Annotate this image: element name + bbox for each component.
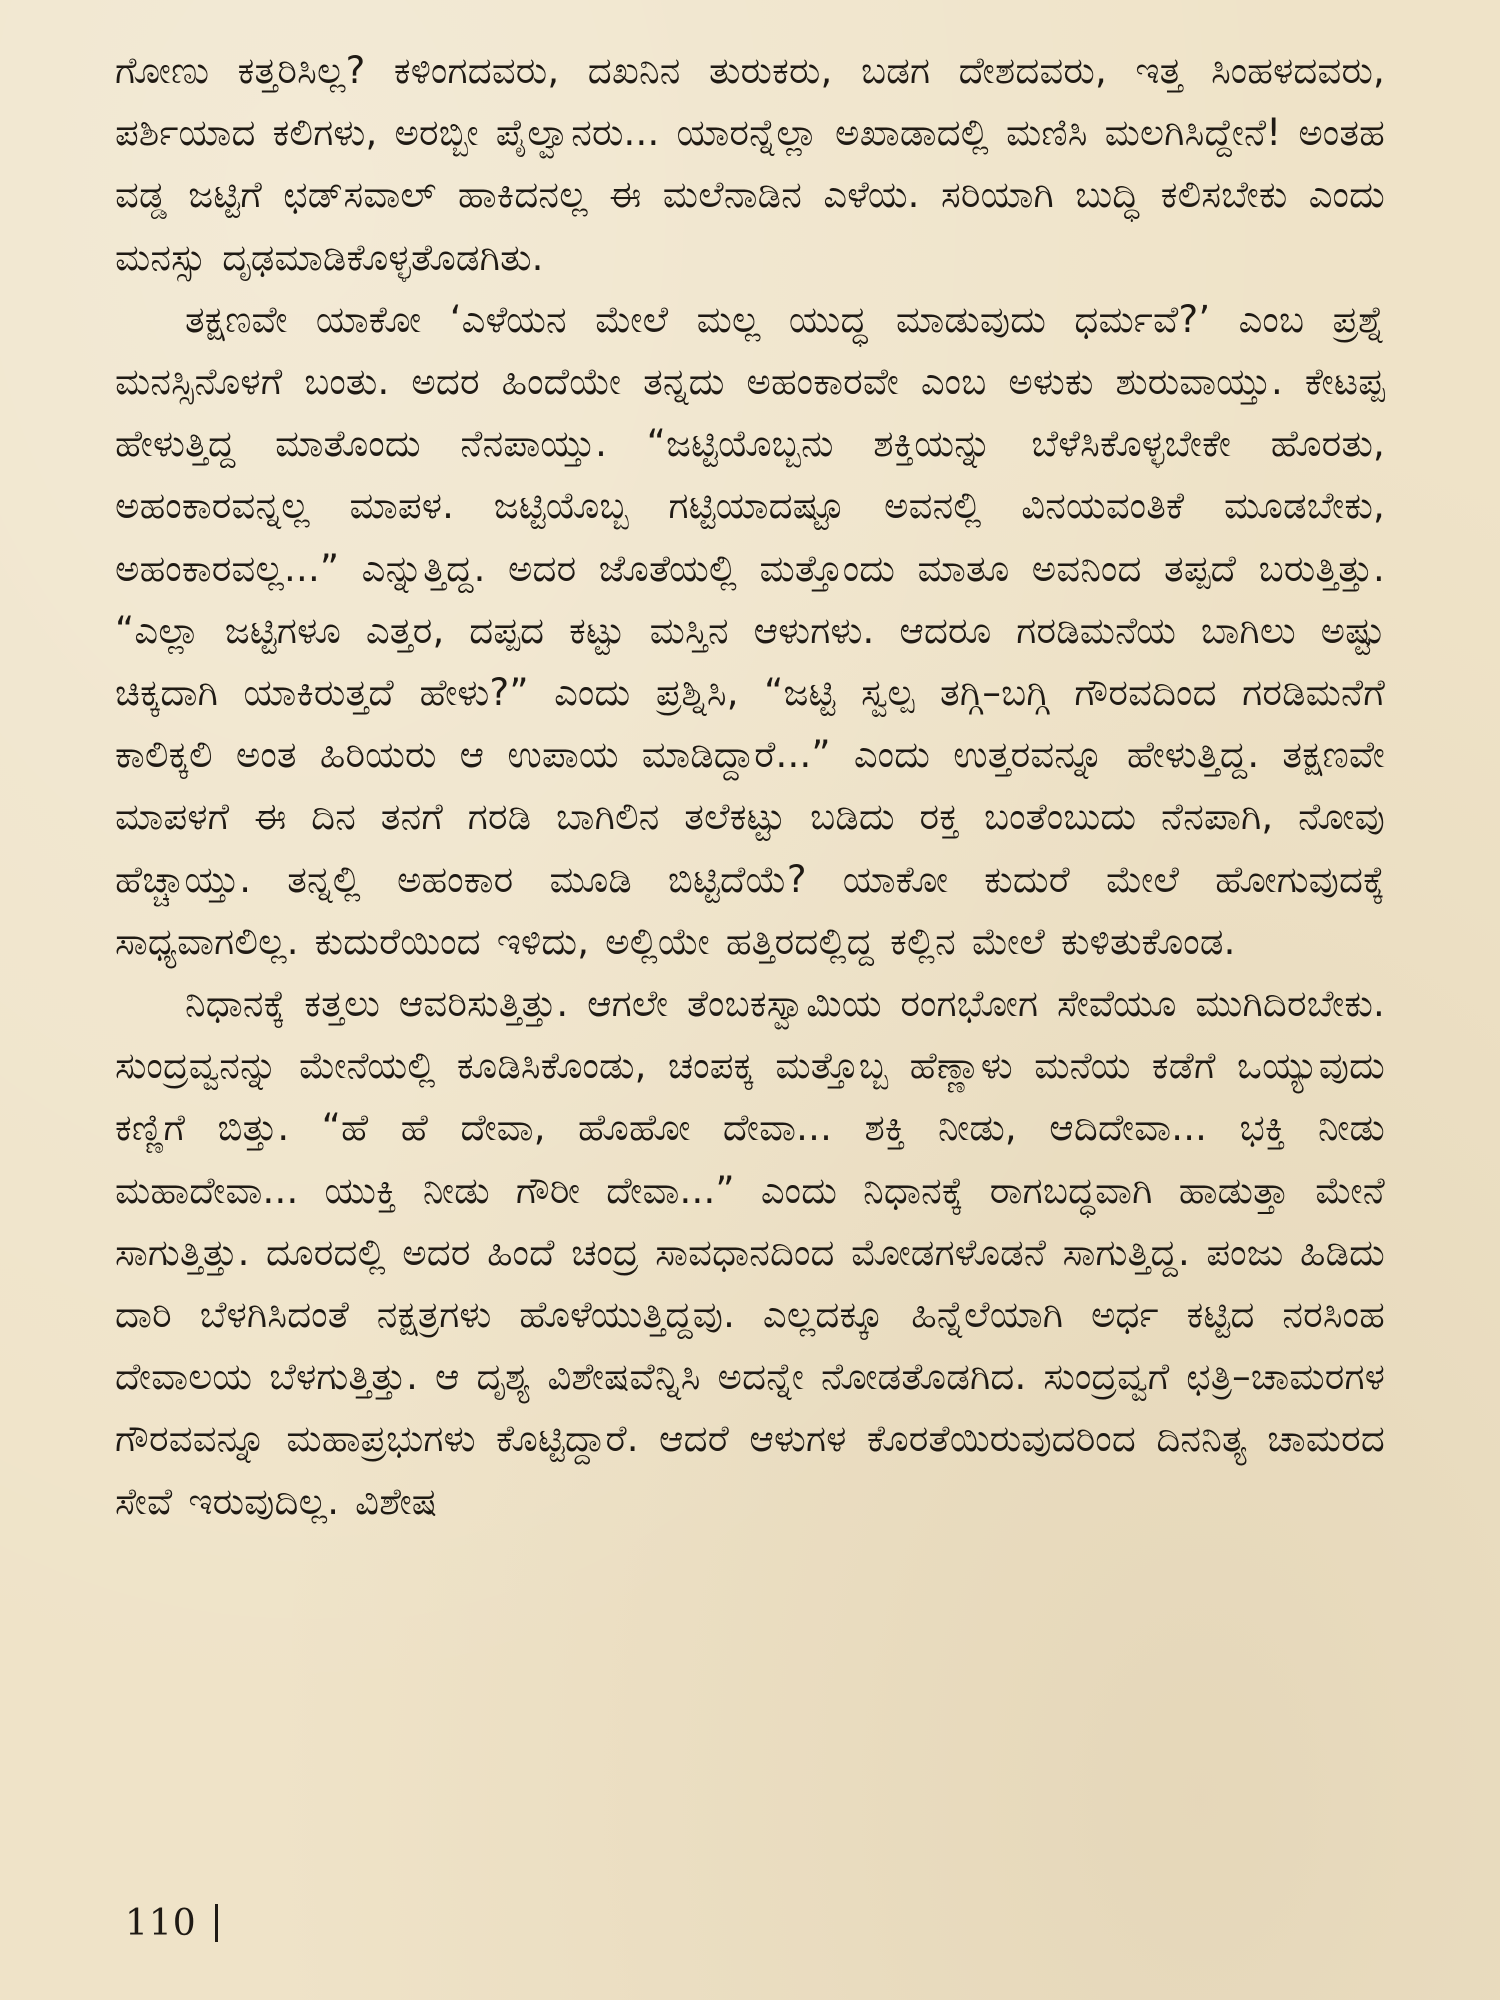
page-footer xyxy=(125,1898,218,1948)
paragraph-3: ನಿಧಾನಕ್ಕೆ ಕತ್ತಲು ಆವರಿಸುತ್ತಿತ್ತು. ಆಗಲೇ ತೆಂಬಕಸ್ವಾಮಿಯ ರಂಗಭೋಗ ಸೇವೆಯೂ ಮುಗಿದಿರಬೇಕು. ಸುಂದ್ರವ್ವನನ್ನು ಮೇನೆಯಲ್ಲಿ ಕೂಡಿಸಿಕೊಂಡು, ಚಂಪಕ್ಕ ಮತ್ತೊಬ್ಬ ಹೆಣ್ಣಾಳು ಮನೆಯ ಕಡೆಗೆ ಒಯ್ಯುವುದು ಕಣ್ಣಿಗೆ ಬಿತ್ತು. “ಹೆ ಹೆ ದೇವಾ, ಹೊಹೋ ದೇವಾ... ಶಕ್ತಿ ನೀಡು, ಆದಿದೇವಾ... ಭಕ್ತಿ ನೀಡು ಮಹಾದೇವಾ... ಯುಕ್ತಿ ನೀಡು ಗೌರೀ ದೇವಾ...” ಎಂದು ನಿಧಾನಕ್ಕೆ ರಾಗಬದ್ಧವಾಗಿ ಹಾಡುತ್ತಾ ಮೇನೆ ಸಾಗುತ್ತಿತ್ತು. ದೂರದಲ್ಲಿ ಅದರ ಹಿಂದೆ ಚಂದ್ರ ಸಾವಧಾನದಿಂದ ಮೋಡಗಳೊಡನೆ ಸಾಗುತ್ತಿದ್ದ. ಪಂಜು ಹಿಡಿದು ದಾರಿ ಬೆಳಗಿಸಿದಂತೆ ನಕ್ಷತ್ರಗಳು ಹೊಳೆಯುತ್ತಿದ್ದವು. ಎಲ್ಲದಕ್ಕೂ ಹಿನ್ನೆಲೆಯಾಗಿ ಅರ್ಧ ಕಟ್ಟಿದ ನರಸಿಂಹ ದೇವಾಲಯ ಬೆಳಗುತ್ತಿತ್ತು. ಆ ದೃಶ್ಯ ವಿಶೇಷವೆನ್ನಿಸಿ ಅದನ್ನೇ ನೋಡತೊಡಗಿದ. ಸುಂದ್ರವ್ವಗೆ ಛತ್ರಿ–ಚಾಮರಗಳ ಗೌರವವನ್ನೂ ಮಹಾಪ್ರಭುಗಳು ಕೊಟ್ಟಿದ್ದಾರೆ. ಆದರೆ ಆಳುಗಳ ಕೊರತೆಯಿರುವುದರಿಂದ ದಿನನಿತ್ಯ ಚಾಮರದ ಸೇವೆ ಇರುವುದಿಲ್ಲ. ವಿಶೇಷ xyxy=(115,982,1385,1523)
paragraph-2: ತಕ್ಷಣವೇ ಯಾಕೋ ‘ಎಳೆಯನ ಮೇಲೆ ಮಲ್ಲ ಯುದ್ಧ ಮಾಡುವುದು ಧರ್ಮವೆ?’ ಎಂಬ ಪ್ರಶ್ನೆ ಮನಸ್ಸಿನೊಳಗೆ ಬಂತು. ಅದರ ಹಿಂದೆಯೇ ತನ್ನದು ಅಹಂಕಾರವೇ ಎಂಬ ಅಳುಕು ಶುರುವಾಯ್ತು. ಕೇಟಪ್ಪ ಹೇಳುತ್ತಿದ್ದ ಮಾತೊಂದು ನೆನಪಾಯ್ತು. “ಜಟ್ಟಿಯೊಬ್ಬನು ಶಕ್ತಿಯನ್ನು ಬೆಳೆಸಿಕೊಳ್ಳಬೇಕೇ ಹೊರತು, ಅಹಂಕಾರವನ್ನಲ್ಲ ಮಾಪಳ. ಜಟ್ಟಿಯೊಬ್ಬ ಗಟ್ಟಿಯಾದಷ್ಟೂ ಅವನಲ್ಲಿ ವಿನಯವಂತಿಕೆ ಮೂಡಬೇಕು, ಅಹಂಕಾರವಲ್ಲ...” ಎನ್ನುತ್ತಿದ್ದ. ಅದರ ಜೊತೆಯಲ್ಲಿ ಮತ್ತೊಂದು ಮಾತೂ ಅವನಿಂದ ತಪ್ಪದೆ ಬರುತ್ತಿತ್ತು. “ಎಲ್ಲಾ ಜಟ್ಟಿಗಳೂ ಎತ್ತರ, ದಪ್ಪದ ಕಟ್ಟು ಮಸ್ತಿನ ಆಳುಗಳು. ಆದರೂ ಗರಡಿಮನೆಯ ಬಾಗಿಲು ಅಷ್ಟು ಚಿಕ್ಕದಾಗಿ ಯಾಕಿರುತ್ತದೆ ಹೇಳು?” ಎಂದು ಪ್ರಶ್ನಿಸಿ, “ಜಟ್ಟಿ ಸ್ವಲ್ಪ ತಗ್ಗಿ–ಬಗ್ಗಿ ಗೌರವದಿಂದ ಗರಡಿಮನೆಗೆ ಕಾಲಿಕ್ಕಲಿ ಅಂತ ಹಿರಿಯರು ಆ ಉಪಾಯ ಮಾಡಿದ್ದಾರೆ...” ಎಂದು ಉತ್ತರವನ್ನೂ ಹೇಳುತ್ತಿದ್ದ. ತಕ್ಷಣವೇ ಮಾಪಳಗೆ ಈ ದಿನ ತನಗೆ ಗರಡಿ ಬಾಗಿಲಿನ ತಲೆಕಟ್ಟು ಬಡಿದು ರಕ್ತ ಬಂತೆಂಬುದು ನೆನಪಾಗಿ, ನೋವು ಹೆಚ್ಚಾಯ್ತು. ತನ್ನಲ್ಲಿ ಅಹಂಕಾರ ಮೂಡಿ ಬಿಟ್ಟಿದೆಯೆ? ಯಾಕೋ ಕುದುರೆ ಮೇಲೆ ಹೋಗುವುದಕ್ಕೆ ಸಾಧ್ಯವಾಗಲಿಲ್ಲ. ಕುದುರೆಯಿಂದ ಇಳಿದು, ಅಲ್ಲಿಯೇ ಹತ್ತಿರದಲ್ಲಿದ್ದ ಕಲ್ಲಿನ ಮೇಲೆ ಕುಳಿತುಕೊಂಡ. xyxy=(115,297,1385,963)
paragraph-1: ಗೋಣು ಕತ್ತರಿಸಿಲ್ಲ? ಕಳಿಂಗದವರು, ದಖನಿನ ತುರುಕರು, ಬಡಗ ದೇಶದವರು, ಇತ್ತ ಸಿಂಹಳದವರು, ಪರ್ಶಿಯಾದ ಕಲಿಗಳು, ಅರಬ್ಬೀ ಪೈಲ್ವಾನರು... ಯಾರನ್ನೆಲ್ಲಾ ಅಖಾಡಾದಲ್ಲಿ ಮಣಿಸಿ ಮಲಗಿಸಿದ್ದೇನೆ! ಅಂತಹ ವಡ್ಡ ಜಟ್ಟಿಗೆ ಛಡ್‌ಸವಾಲ್ ಹಾಕಿದನಲ್ಲ ಈ ಮಲೆನಾಡಿನ ಎಳೆಯ. ಸರಿಯಾಗಿ ಬುದ್ಧಿ ಕಲಿಸಬೇಕು ಎಂದು ಮನಸ್ಸು ದೃಢಮಾಡಿಕೊಳ್ಳತೊಡಗಿತು. xyxy=(115,49,1385,279)
footer-divider xyxy=(215,1904,218,1942)
body-text xyxy=(115,40,1385,1533)
page-number: 110 xyxy=(125,1902,197,1944)
